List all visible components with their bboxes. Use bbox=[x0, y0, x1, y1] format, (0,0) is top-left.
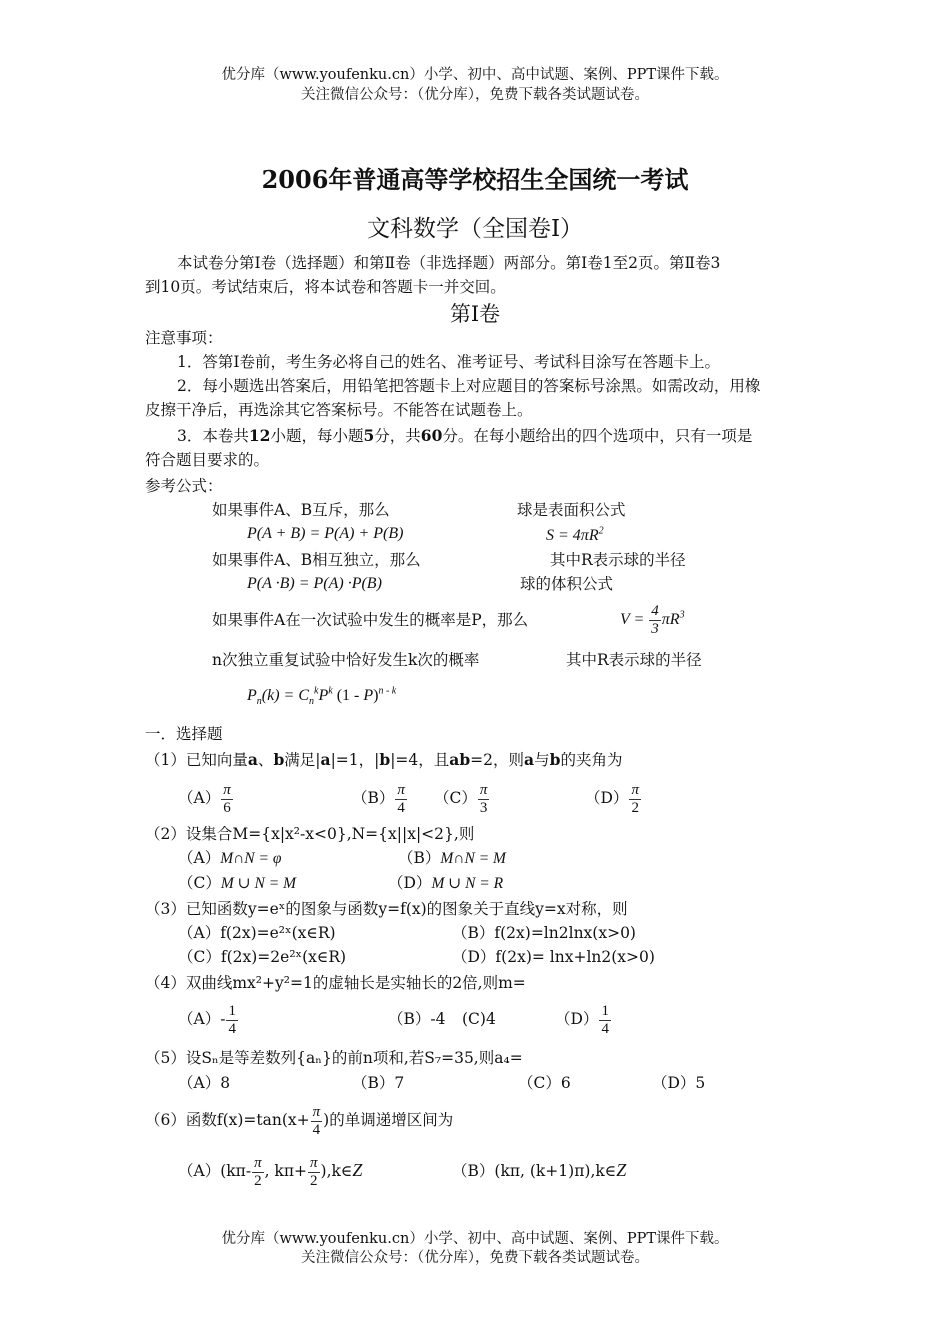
formula-2-text: 如果事件A、B相互独立，那么 bbox=[212, 551, 421, 569]
q5-stem: （5）设Sₙ是等差数列{aₙ}的前n项和,若S₇=35,则a₄= bbox=[145, 1049, 523, 1067]
q2-stem: （2）设集合M={x|x²-x<0},N={x||x|<2},则 bbox=[145, 825, 475, 843]
footer-line-1: 优分库（www.youfenku.cn）小学、初中、高中试题、案例、PPT课件下载。 bbox=[221, 1231, 729, 1247]
q5-option-b: （B）7 bbox=[352, 1074, 405, 1092]
radius-note-1: 其中R表示球的半径 bbox=[550, 551, 686, 569]
q5-option-a: （A）8 bbox=[178, 1074, 231, 1092]
q2-option-d: （D）M ∪ N = R bbox=[388, 874, 504, 892]
q3-stem: （3）已知函数y=eˣ的图象与函数y=f(x)的图象关于直线y=x对称，则 bbox=[145, 900, 628, 918]
intro-line-1: 本试卷分第Ⅰ卷（选择题）和第Ⅱ卷（非选择题）两部分。第Ⅰ卷1至2页。第Ⅱ卷3 bbox=[177, 254, 721, 272]
formula-1-math: P(A + B) = P(A) + P(B) bbox=[247, 525, 404, 542]
q3-option-a: （A）f(2x)=e²ˣ(x∈R) bbox=[178, 924, 336, 942]
note-2-line-2: 皮擦干净后，再选涂其它答案标号。不能答在试题卷上。 bbox=[145, 401, 533, 419]
q4-stem: （4）双曲线mx²+y²=1的虚轴长是实轴长的2倍,则m= bbox=[145, 974, 526, 992]
q4-option-a: （A）- $\frac{1}{4}$ bbox=[178, 1002, 236, 1037]
q6-option-b: （B）(kπ, (k+1)π),k∈Z bbox=[452, 1160, 627, 1180]
formula-3-text: 如果事件A在一次试验中发生的概率是P，那么 bbox=[212, 611, 529, 629]
q1-stem: （1）已知向量a、b满足|a|=1，|b|=4，且ab=2，则a与b的夹角为 bbox=[145, 750, 623, 769]
intro-line-2: 到10页。考试结束后，将本试卷和答题卡一并交回。 bbox=[145, 278, 506, 296]
note-3-line-1: 3．本卷共12小题，每小题5分，共60分。在每小题给出的四个选项中，只有一项是 bbox=[177, 426, 753, 445]
q1-option-a: （A） $\frac{\pi}{6}$ bbox=[178, 781, 231, 816]
q6-stem: （6）函数f(x)=tan(x+ $\frac{\pi}{4}$ )的单调递增区间为 bbox=[145, 1103, 454, 1138]
formula-4-math: $P_n(k) = C_n^kP^k$ (1 - P)$^{n - k}$ bbox=[247, 685, 397, 708]
notes-heading: 注意事项： bbox=[145, 329, 223, 347]
q5-option-d: （D）5 bbox=[652, 1074, 706, 1092]
formula-1-text: 如果事件A、B互斥，那么 bbox=[212, 501, 390, 519]
q3-option-c: （C）f(2x)=2e²ˣ(x∈R) bbox=[178, 948, 347, 966]
q3-option-d: （D）f(2x)= lnx+ln2(x>0) bbox=[452, 948, 655, 966]
exam-subtitle: 文科数学（全国卷Ⅰ） bbox=[366, 216, 584, 242]
q5-option-c: （C）6 bbox=[518, 1074, 571, 1092]
q2-option-a: （A）M∩N = φ bbox=[178, 849, 282, 867]
q1-option-b: （B） $\frac{\pi}{4}$ bbox=[352, 781, 405, 816]
footer-line-2: 关注微信公众号：（优分库），免费下载各类试题试卷。 bbox=[301, 1250, 649, 1266]
formula-2-math: P(A ·B) = P(A) ·P(B) bbox=[247, 575, 382, 592]
q1-option-c: （C） $\frac{\pi}{3}$ bbox=[434, 781, 488, 816]
q4-option-c: (C)4 bbox=[462, 1010, 496, 1028]
q1-option-d: （D） $\frac{\pi}{2}$ bbox=[585, 781, 639, 816]
note-2-line-1: 2．每小题选出答案后，用铅笔把答题卡上对应题目的答案标号涂黑。如需改动，用橡 bbox=[177, 377, 761, 395]
formulas-heading: 参考公式： bbox=[145, 477, 223, 495]
q3-option-b: （B）f(2x)=ln2lnx(x>0) bbox=[452, 924, 636, 942]
q6-option-a: （A）(kπ- $\frac{\pi}{2}$ , kπ+ $\frac{\pi}{2}$ ),k∈Z bbox=[178, 1154, 363, 1189]
part1-heading: 一．选择题 bbox=[145, 725, 223, 743]
sphere-area-text: 球是表面积公式 bbox=[517, 501, 626, 519]
header-line-2: 关注微信公众号：（优分库），免费下载各类试题试卷。 bbox=[301, 87, 649, 103]
sphere-volume-math: V = $\frac{4}{3}$ $\pi R^3$ bbox=[620, 602, 685, 637]
sphere-volume-text: 球的体积公式 bbox=[520, 575, 614, 593]
note-3-line-2: 符合题目要求的。 bbox=[145, 451, 270, 469]
header-line-1: 优分库（www.youfenku.cn）小学、初中、高中试题、案例、PPT课件下载。 bbox=[221, 67, 729, 83]
q4-option-b: （B）-4 bbox=[388, 1010, 446, 1028]
q2-option-c: （C）M ∪ N = M bbox=[178, 874, 296, 892]
radius-note-2: 其中R表示球的半径 bbox=[566, 651, 702, 669]
exam-title: 2006年普通高等学校招生全国统一考试 bbox=[261, 165, 689, 194]
sphere-volume-fraction: $\frac{4}{3}$ bbox=[651, 602, 659, 637]
note-1: 1．答第Ⅰ卷前，考生务必将自己的姓名、准考证号、考试科目涂写在答题卡上。 bbox=[177, 353, 720, 371]
q4-option-d: （D） $\frac{1}{4}$ bbox=[555, 1002, 609, 1037]
q2-option-b: （B）M∩N = M bbox=[398, 849, 506, 867]
formula-4-text: n次独立重复试验中恰好发生k次的概率 bbox=[212, 651, 480, 669]
section-title: 第Ⅰ卷 bbox=[449, 302, 501, 326]
sphere-area-math: $S = 4\pi R^2$ bbox=[546, 525, 604, 544]
